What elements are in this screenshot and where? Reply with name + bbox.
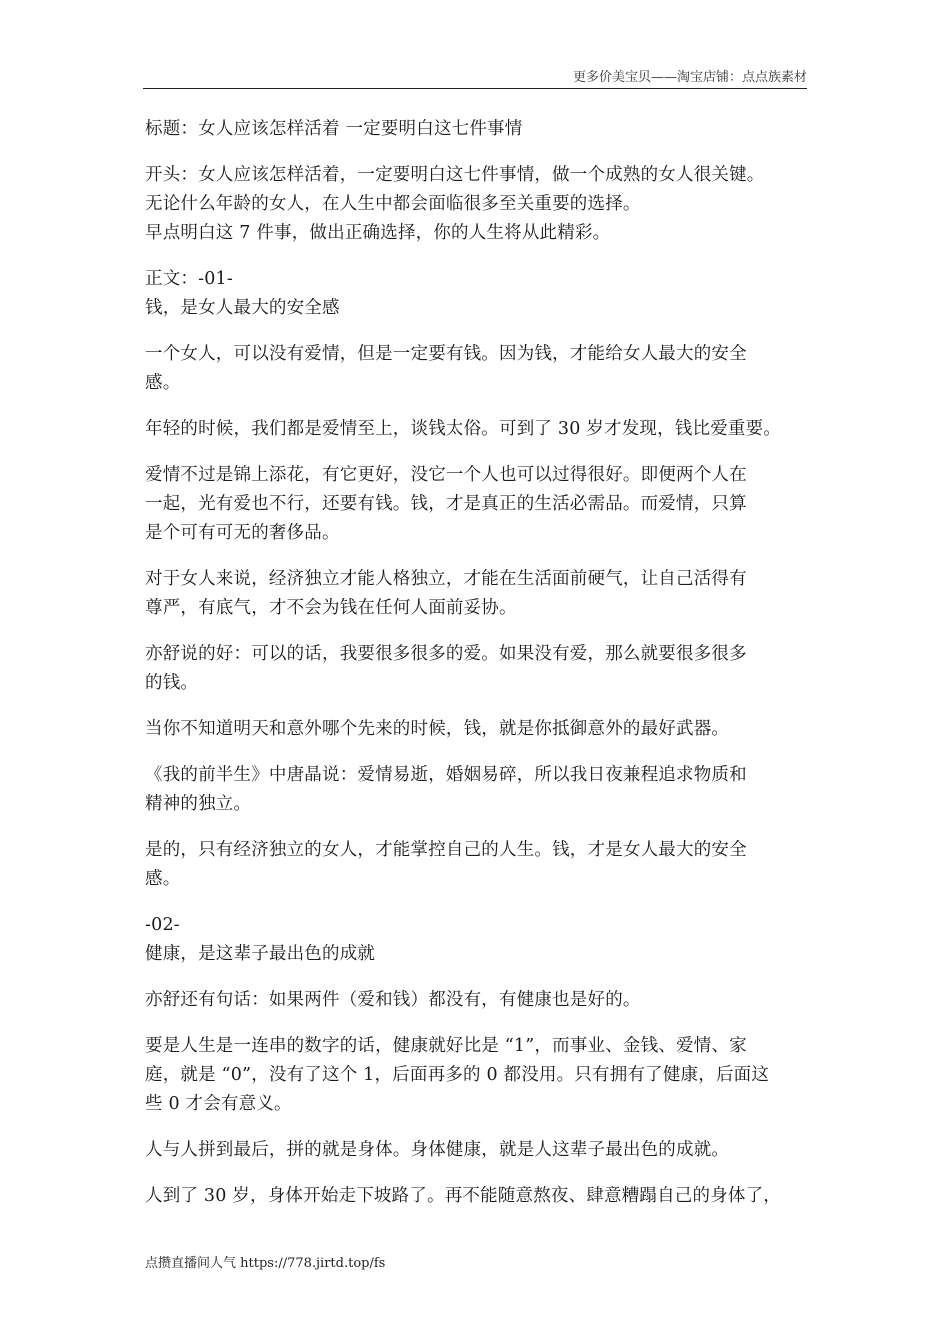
text-line: 无论什么年龄的女人，在人生中都会面临很多至关重要的选择。	[145, 194, 641, 214]
text-line: 是个可有可无的奢侈品。	[145, 523, 340, 543]
paragraph	[145, 161, 811, 248]
paragraph	[145, 115, 811, 144]
text-line: 要是人生是一连串的数字的话，健康就好比是 “1”，而事业、金钱、爱情、家	[145, 1036, 747, 1056]
paragraph	[145, 1182, 811, 1211]
text-line: 些 0 才会有意义。	[145, 1094, 292, 1114]
text-line: 亦舒说的好：可以的话，我要很多很多的爱。如果没有爱，那么就要很多很多	[145, 644, 747, 664]
text-line: 是的，只有经济独立的女人，才能掌控自己的人生。钱，才是女人最大的安全	[145, 840, 747, 860]
page-header: 更多价美宝贝——淘宝店铺：点点族素材	[572, 70, 807, 85]
text-line: 年轻的时候，我们都是爱情至上，谈钱太俗。可到了 30 岁才发现，钱比爱重要。	[145, 419, 781, 439]
text-line: 亦舒还有句话：如果两件（爱和钱）都没有，有健康也是好的。	[145, 990, 641, 1010]
text-line: 尊严，有底气，才不会为钱在任何人面前妥协。	[145, 598, 517, 618]
paragraph	[145, 640, 811, 698]
paragraph	[145, 715, 811, 744]
text-line: 正文：-01-	[145, 269, 233, 289]
header-divider	[143, 88, 807, 89]
text-line: 感。	[145, 373, 181, 393]
text-line: 一起，光有爱也不行，还要有钱。钱，才是真正的生活必需品。而爱情，只算	[145, 494, 747, 514]
text-line: 《我的前半生》中唐晶说：爱情易逝，婚姻易碎，所以我日夜兼程追求物质和	[145, 765, 747, 785]
text-line: 感。	[145, 869, 181, 889]
paragraph	[145, 836, 811, 894]
text-line: 健康，是这辈子最出色的成就	[145, 944, 376, 964]
text-line: 爱情不过是锦上添花，有它更好，没它一个人也可以过得很好。即便两个人在	[145, 465, 747, 485]
paragraph	[145, 911, 811, 969]
paragraph	[145, 461, 811, 548]
text-line: 一个女人，可以没有爱情，但是一定要有钱。因为钱，才能给女人最大的安全	[145, 344, 747, 364]
text-line: 人到了 30 岁，身体开始走下坡路了。再不能随意熬夜、肆意糟蹋自己的身体了，	[145, 1186, 781, 1206]
article-body	[145, 115, 811, 1228]
text-line: 早点明白这 7 件事，做出正确选择，你的人生将从此精彩。	[145, 223, 611, 243]
paragraph	[145, 265, 811, 323]
paragraph	[145, 1136, 811, 1165]
paragraph	[145, 986, 811, 1015]
text-line: 钱，是女人最大的安全感	[145, 298, 340, 318]
paragraph	[145, 1032, 811, 1119]
paragraph	[145, 565, 811, 623]
text-line: 的钱。	[145, 673, 199, 693]
text-line: 人与人拼到最后，拼的就是身体。身体健康，就是人这辈子最出色的成就。	[145, 1140, 730, 1160]
text-line: 精神的独立。	[145, 794, 252, 814]
text-line: 开头：女人应该怎样活着，一定要明白这七件事情，做一个成熟的女人很关键。	[145, 165, 765, 185]
text-line: 庭，就是 “0”，没有了这个 1，后面再多的 0 都没用。只有拥有了健康，后面这	[145, 1065, 770, 1085]
paragraph	[145, 761, 811, 819]
text-line: -02-	[145, 915, 180, 935]
paragraph	[145, 340, 811, 398]
text-line: 标题：女人应该怎样活着 一定要明白这七件事情	[145, 119, 523, 139]
paragraph	[145, 415, 811, 444]
text-line: 对于女人来说，经济独立才能人格独立，才能在生活面前硬气，让自己活得有	[145, 569, 747, 589]
text-line: 当你不知道明天和意外哪个先来的时候，钱，就是你抵御意外的最好武器。	[145, 719, 730, 739]
page-footer: 点攒直播间人气 https://778.jirtd.top/fs	[145, 1256, 386, 1271]
